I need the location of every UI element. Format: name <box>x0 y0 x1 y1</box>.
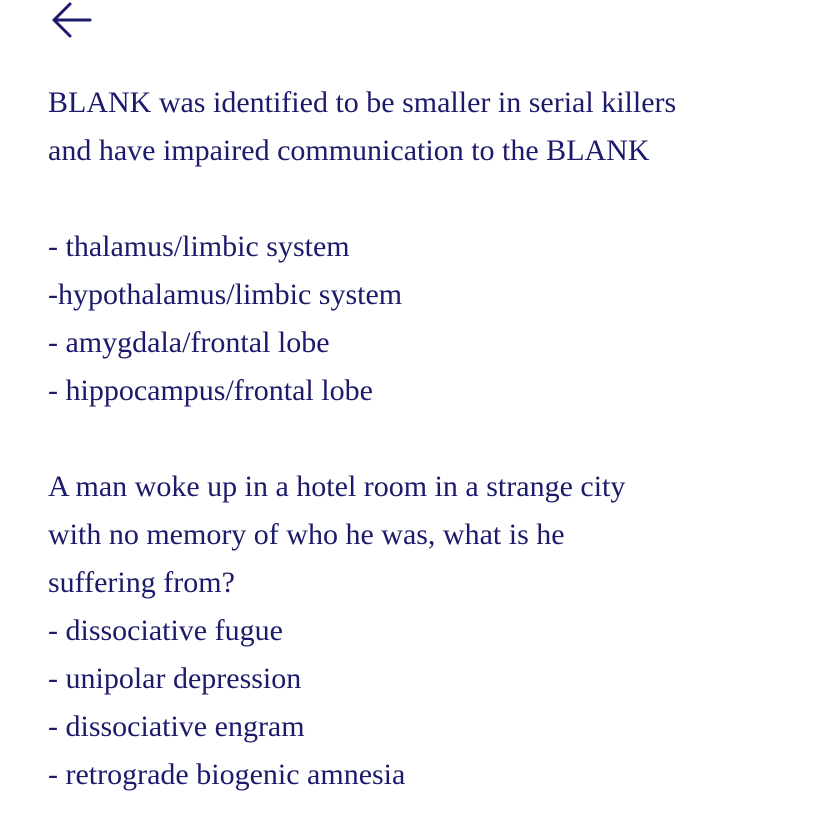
back-button[interactable] <box>46 0 98 40</box>
arrow-left-icon <box>46 0 98 40</box>
question-2-prompt-line: suffering from? <box>48 566 235 599</box>
question-1-prompt-line: BLANK was identified to be smaller in serial killers <box>48 86 677 119</box>
question-text <box>48 79 808 799</box>
question-1-option: - hippocampus/frontal lobe <box>48 374 373 407</box>
question-1 <box>48 79 808 415</box>
question-1-option: - thalamus/limbic system <box>48 230 350 263</box>
question-2-prompt-line: with no memory of who he was, what is he <box>48 518 565 551</box>
question-2-option: - dissociative fugue <box>48 614 283 647</box>
question-1-prompt-line: and have impaired communication to the BLANK <box>48 134 650 167</box>
blank-line <box>48 175 808 223</box>
question-2-option: - unipolar depression <box>48 662 302 695</box>
question-2-prompt-line: A man woke up in a hotel room in a strange city <box>48 470 626 503</box>
question-1-option: -hypothalamus/limbic system <box>48 278 403 311</box>
question-2-option: - dissociative engram <box>48 710 305 743</box>
blank-line <box>48 415 808 463</box>
question-2-option: - retrograde biogenic amnesia <box>48 758 406 791</box>
question-2 <box>48 463 808 799</box>
question-1-option: - amygdala/frontal lobe <box>48 326 330 359</box>
